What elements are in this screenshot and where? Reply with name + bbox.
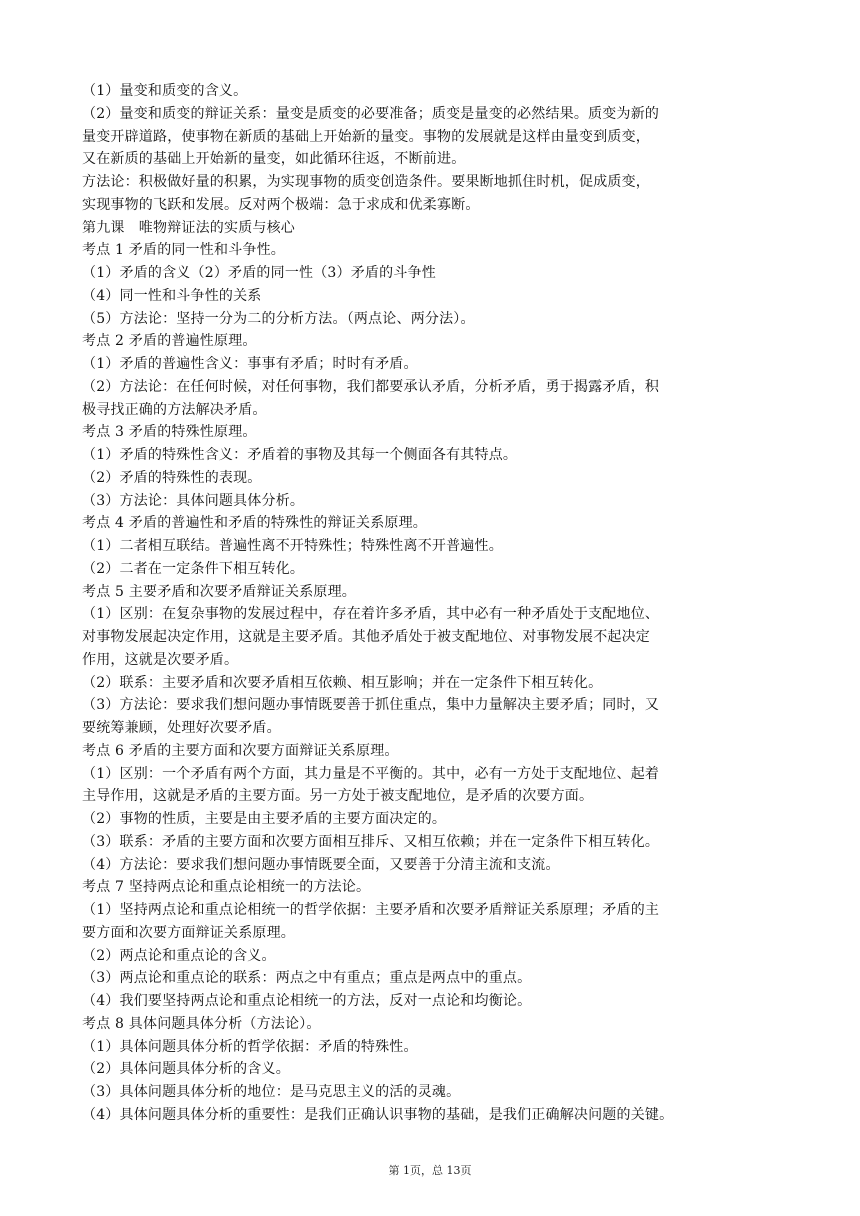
text-line: （4）同一性和斗争性的关系	[82, 287, 262, 304]
text-line: （3）两点论和重点论的联系：两点之中有重点；重点是两点中的重点。	[82, 970, 532, 987]
text-line: （2）二者在一定条件下相互转化。	[82, 560, 305, 577]
text-line: （4）方法论：要求我们想问题办事情既要全面，又要善于分清主流和支流。	[82, 856, 560, 873]
text-line: （3）方法论：具体问题具体分析。	[82, 492, 305, 509]
text-line: （2）具体问题具体分析的含义。	[82, 1061, 290, 1078]
text-line: （5）方法论：坚持一分为二的分析方法。（两点论、两分法）。	[82, 310, 475, 327]
text-line: 考点 3 矛盾的特殊性原理。	[82, 424, 257, 441]
text-line: 考点 4 矛盾的普遍性和矛盾的特殊性的辩证关系原理。	[82, 515, 428, 532]
text-line: （2）联系：主要矛盾和次要矛盾相互依赖、相互影响；并在一定条件下相互转化。	[82, 674, 603, 691]
text-line: 考点 8 具体问题具体分析（方法论）。	[82, 1015, 321, 1032]
text-line: （1）矛盾的含义（2）矛盾的同一性（3）矛盾的斗争性	[82, 265, 436, 281]
text-line: （2）矛盾的特殊性的表现。	[82, 469, 262, 486]
text-line: 考点 7 坚持两点论和重点论相统一的方法论。	[82, 879, 371, 896]
text-line: （1）坚持两点论和重点论相统一的哲学依据：主要矛盾和次要矛盾辩证关系原理；矛盾的主	[82, 902, 660, 918]
text-line: 实现事物的飞跃和发展。反对两个极端：急于求成和优柔寡断。	[82, 196, 480, 213]
text-line: 考点 6 矛盾的主要方面和次要方面辩证关系原理。	[82, 742, 399, 759]
text-line: （2）事物的性质，主要是由主要矛盾的主要方面决定的。	[82, 811, 447, 827]
text-line: 考点 2 矛盾的普遍性原理。	[82, 333, 257, 350]
text-line: 主导作用，这就是矛盾的主要方面。另一方处于被支配地位，是矛盾的次要方面。	[82, 788, 594, 805]
text-line: （2）方法论：在任何时候，对任何事物，我们都要承认矛盾，分析矛盾，勇于揭露矛盾，积	[82, 378, 660, 395]
text-line: （1）具体问题具体分析的哲学依据：矛盾的特殊性。	[82, 1038, 418, 1055]
text-line: （1）矛盾的特殊性含义：矛盾着的事物及其每一个侧面各有其特点。	[82, 447, 518, 463]
text-line: 考点 1 矛盾的同一性和斗争性。	[82, 242, 286, 259]
text-line: 又在新质的基础上开始新的量变，如此循环往返，不断前进。	[82, 151, 466, 168]
text-line: （3）联系：矛盾的主要方面和次要方面相互排斥、又相互依赖；并在一定条件下相互转化。	[82, 833, 660, 850]
text-line: 第九课 唯物辩证法的实质与核心	[82, 219, 295, 236]
text-line: 考点 5 主要矛盾和次要矛盾辩证关系原理。	[82, 583, 357, 600]
text-line: （4）具体问题具体分析的重要性：是我们正确认识事物的基础，是我们正确解决问题的关键。	[82, 1106, 674, 1123]
text-line: （1）区别：一个矛盾有两个方面，其力量是不平衡的。其中，必有一方处于支配地位、起着	[82, 765, 660, 782]
text-line: 极寻找正确的方法解决矛盾。	[82, 401, 267, 418]
text-line: （3）具体问题具体分析的地位：是马克思主义的活的灵魂。	[82, 1084, 461, 1100]
text-line: （1）区别：在复杂事物的发展过程中，存在着许多矛盾，其中必有一种矛盾处于支配地位、	[82, 606, 660, 623]
text-line: （2）量变和质变的辩证关系：量变是质变的必要准备；质变是量变的必然结果。质变为新的	[82, 105, 660, 122]
text-line: （2）两点论和重点论的含义。	[82, 947, 276, 964]
text-line: （4）我们要坚持两点论和重点论相统一的方法，反对一点论和均衡论。	[82, 993, 532, 1009]
text-line: 方法论：积极做好量的积累，为实现事物的质变创造条件。要果断地抓住时机，促成质变，	[82, 174, 650, 190]
text-line: （1）二者相互联结。普遍性离不开特殊性；特殊性离不开普遍性。	[82, 538, 503, 554]
text-line: 作用，这就是次要矛盾。	[82, 651, 239, 668]
text-line: 要统筹兼顾，处理好次要矛盾。	[82, 720, 281, 736]
text-line: （1）矛盾的普遍性含义：事事有矛盾；时时有矛盾。	[82, 356, 418, 372]
text-line: （3）方法论：要求我们想问题办事情既要善于抓住重点，集中力量解决主要矛盾；同时，又	[82, 697, 660, 714]
text-line: （1）量变和质变的含义。	[82, 83, 248, 99]
document-body	[82, 80, 782, 1127]
text-line: 量变开辟道路，使事物在新质的基础上开始新的量变。事物的发展就是这样由量变到质变，	[82, 128, 650, 145]
page-footer: 第 1页，总 13页	[388, 1164, 472, 1177]
text-line: 对事物发展起决定作用，这就是主要矛盾。其他矛盾处于被支配地位、对事物发展不起决定	[82, 629, 650, 645]
text-line: 要方面和次要方面辩证关系原理。	[82, 924, 295, 941]
